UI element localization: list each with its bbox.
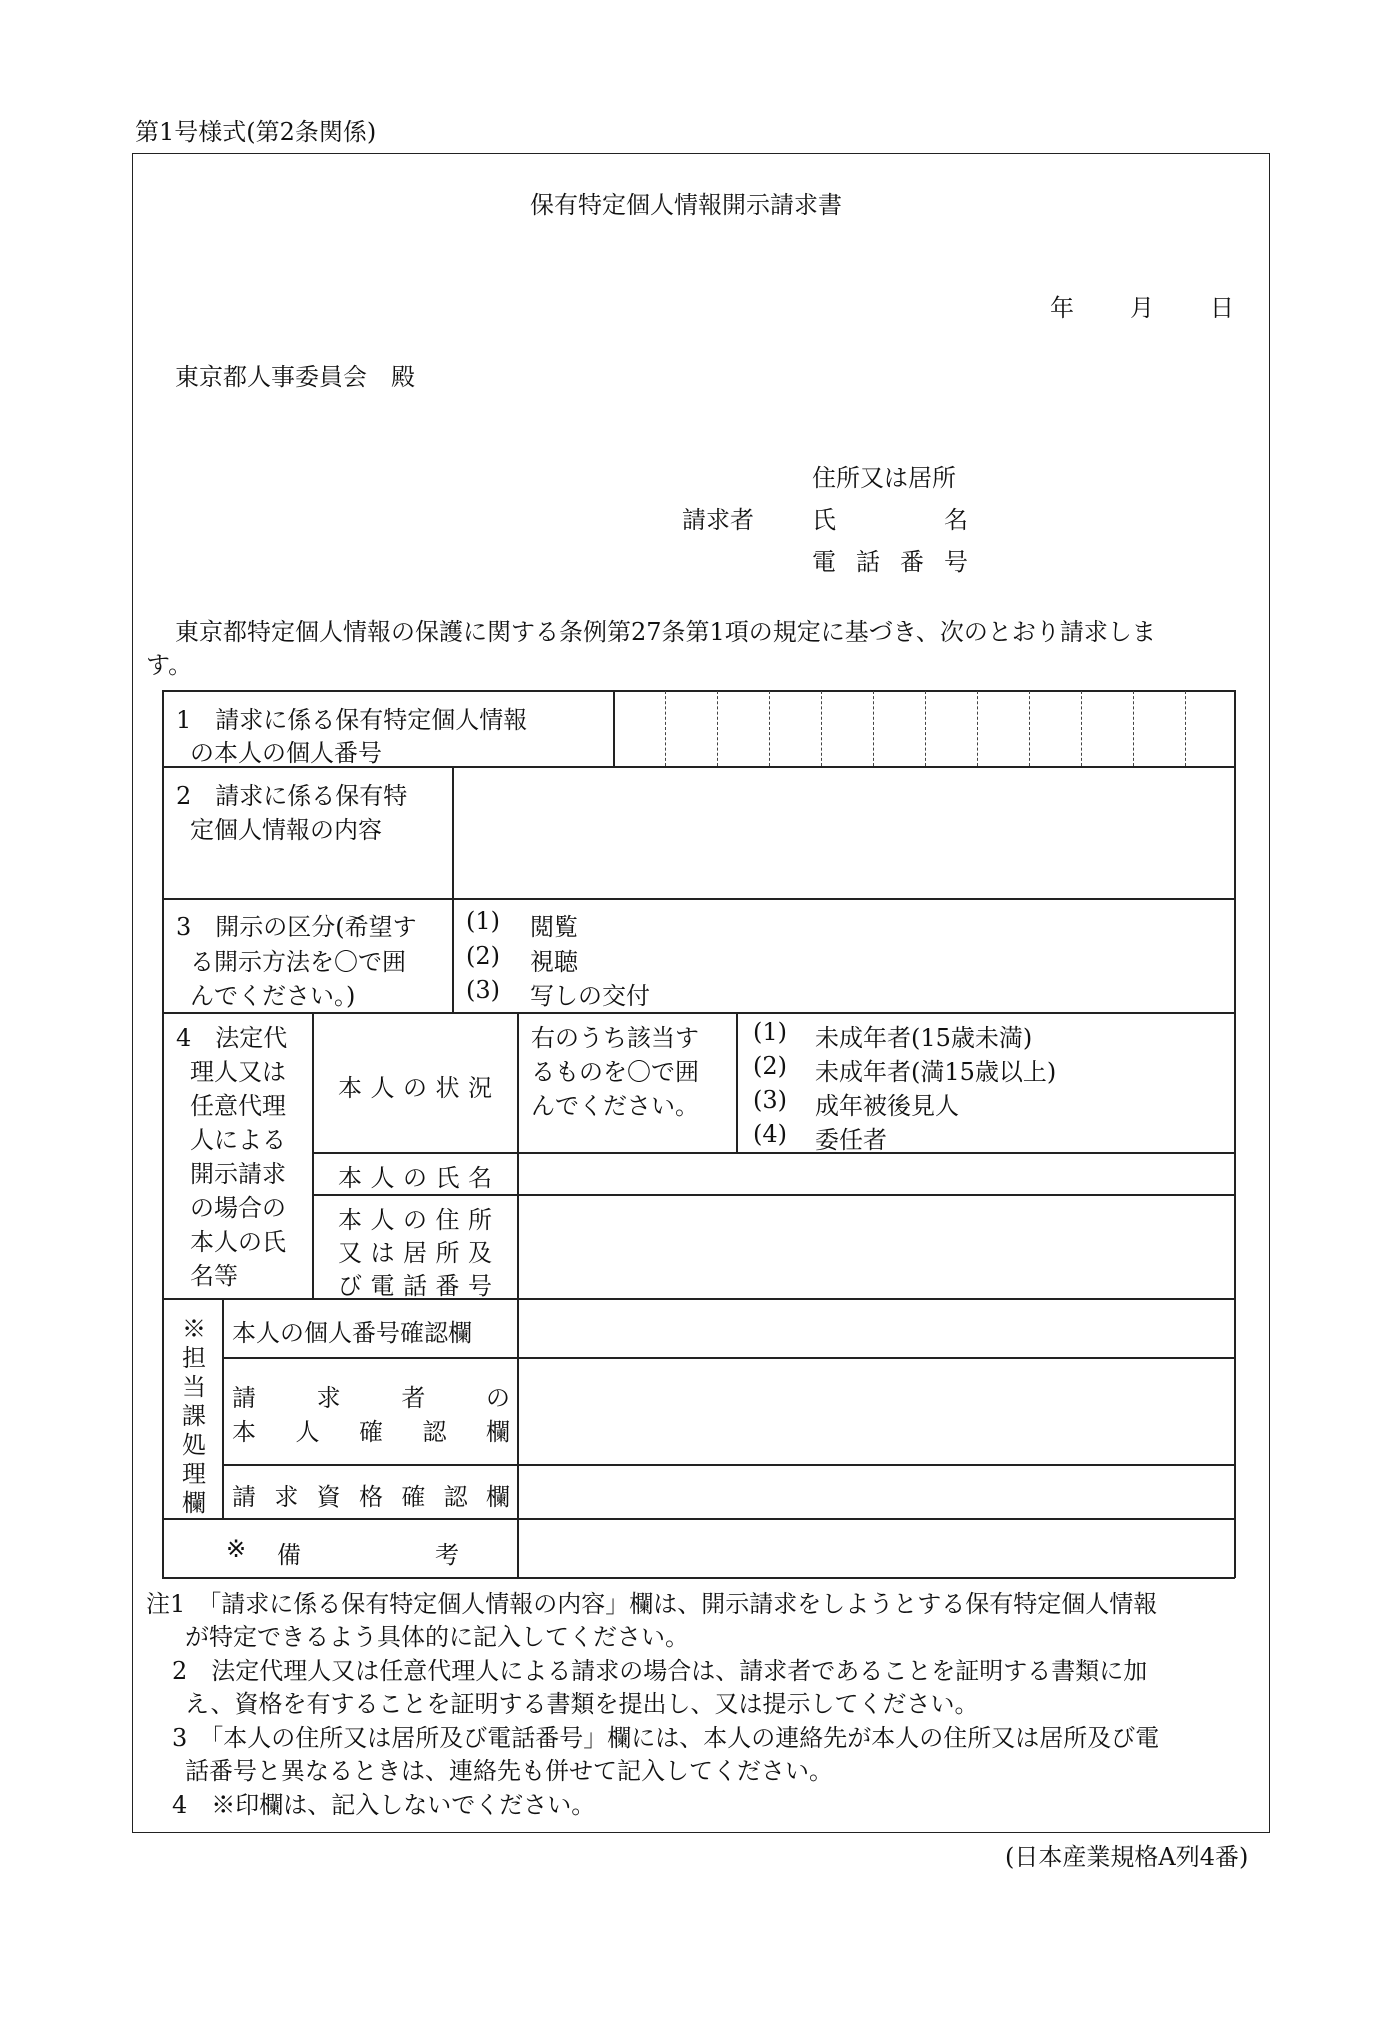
row4-label-line: 任意代理 [190, 1092, 286, 1120]
status-instruction-line: るものを〇で囲 [531, 1058, 699, 1086]
row4-label-line: 理人又は [190, 1058, 286, 1086]
principal-address-label: び 電 話 番 号 [338, 1272, 492, 1300]
status-option-adult-ward[interactable]: 成年被後見人 [815, 1092, 959, 1120]
remarks-label-a: 備 [277, 1541, 301, 1569]
identity-check-field[interactable] [519, 1359, 1234, 1464]
personal-number-field[interactable] [615, 692, 1234, 766]
disclosure-option-copy[interactable]: 写しの交付 [530, 982, 650, 1010]
note-line: 2 法定代理人又は任意代理人による請求の場合は、請求者であることを証明する書類に加 [172, 1657, 1148, 1685]
row4-label-line: 本人の氏 [190, 1228, 286, 1256]
row2-label-line2: 定個人情報の内容 [190, 816, 382, 844]
note-line: 4 ※印欄は、記入しないでください。 [172, 1791, 596, 1819]
intro-text-line1: 東京都特定個人情報の保護に関する条例第27条第1項の規定に基づき、次のとおり請求しま [175, 618, 1156, 646]
date-year-label: 年 [1050, 294, 1074, 322]
status-option-num: (1) [753, 1018, 787, 1046]
row1-label-line2: の本人の個人番号 [190, 739, 382, 767]
identity-check-label-line1: 請 求 者 の [232, 1384, 510, 1412]
row4-label-line: の場合の [190, 1194, 286, 1222]
status-option-num: (4) [753, 1120, 787, 1148]
status-label: 本 人 の 状 況 [338, 1074, 492, 1102]
requester-name-label-b: 名 [944, 506, 968, 534]
qualification-check-label: 請 求 資 格 確 認 欄 [232, 1483, 510, 1511]
row1-label-line1: 1 請求に係る保有特定個人情報 [176, 706, 528, 734]
info-content-field[interactable] [454, 768, 1234, 898]
row4-label-line: 4 法定代 [176, 1024, 288, 1052]
disclosure-option-view[interactable]: 閲覧 [530, 913, 578, 941]
principal-address-label: 本 人 の 住 所 [338, 1206, 492, 1234]
note-line: 注1 「請求に係る保有特定個人情報の内容」欄は、開示請求をしようとする保有特定個人情報 [146, 1590, 1158, 1618]
id-number-check-label: 本人の個人番号確認欄 [232, 1319, 472, 1347]
note-line: 3 「本人の住所又は居所及び電話番号」欄には、本人の連絡先が本人の住所又は居所及び電 [172, 1724, 1160, 1752]
row2-label-line1: 2 請求に係る保有特 [176, 782, 408, 810]
status-option-num: (3) [753, 1086, 787, 1114]
principal-name-label: 本 人 の 氏 名 [338, 1164, 492, 1192]
row3-label-line3: んでください。) [190, 982, 356, 1010]
form-number: 第1号様式(第2条関係) [135, 118, 377, 146]
requester-name-label-a: 氏 [812, 506, 836, 534]
note-line: が特定できるよう具体的に記入してください。 [185, 1623, 689, 1651]
requester-address-label: 住所又は居所 [812, 464, 956, 492]
intro-text-line2: す。 [146, 651, 193, 679]
identity-check-label-line2: 本 人 確 認 欄 [232, 1418, 510, 1446]
disclosure-option-num: (2) [466, 942, 500, 970]
row3-label-line2: る開示方法を〇で囲 [190, 948, 406, 976]
principal-address-label: 又 は 居 所 及 [338, 1239, 492, 1267]
note-line: え、資格を有することを証明する書類を提出し、又は提示してください。 [185, 1690, 979, 1718]
disclosure-option-num: (3) [466, 976, 500, 1004]
office-use-side-label: ※担当課処理欄 [182, 1315, 206, 1517]
disclosure-option-listen[interactable]: 視聴 [530, 948, 578, 976]
form-title: 保有特定個人情報開示請求書 [530, 191, 842, 219]
addressee: 東京都人事委員会 殿 [175, 363, 415, 391]
status-option-minor-under15[interactable]: 未成年者(15歳未満) [815, 1024, 1033, 1052]
id-number-check-field[interactable] [519, 1300, 1234, 1357]
footer-standard: (日本産業規格A列4番) [1005, 1843, 1249, 1871]
requester-phone-label: 電 話 番 号 [812, 548, 968, 576]
status-option-principal[interactable]: 委任者 [815, 1126, 887, 1154]
remarks-mark: ※ [226, 1535, 247, 1563]
disclosure-option-num: (1) [466, 907, 500, 935]
status-option-num: (2) [753, 1052, 787, 1080]
note-line: 話番号と異なるときは、連絡先も併せて記入してください。 [185, 1757, 833, 1785]
row3-label-line1: 3 開示の区分(希望す [176, 913, 417, 941]
remarks-label-b: 考 [435, 1541, 459, 1569]
principal-name-field[interactable] [519, 1154, 1234, 1194]
qualification-check-field[interactable] [519, 1466, 1234, 1518]
remarks-field[interactable] [519, 1520, 1234, 1577]
date-day-label: 日 [1210, 294, 1234, 322]
row4-label-line: 人による [190, 1126, 286, 1154]
date-month-label: 月 [1130, 294, 1154, 322]
status-instruction-line: 右のうち該当す [531, 1024, 699, 1052]
status-option-minor-15plus[interactable]: 未成年者(満15歳以上) [815, 1058, 1057, 1086]
principal-address-field[interactable] [519, 1196, 1234, 1298]
requester-label: 請求者 [682, 506, 754, 534]
row4-label-line: 名等 [190, 1262, 238, 1290]
row4-label-line: 開示請求 [190, 1160, 286, 1188]
status-instruction-line: んでください。 [531, 1092, 699, 1120]
